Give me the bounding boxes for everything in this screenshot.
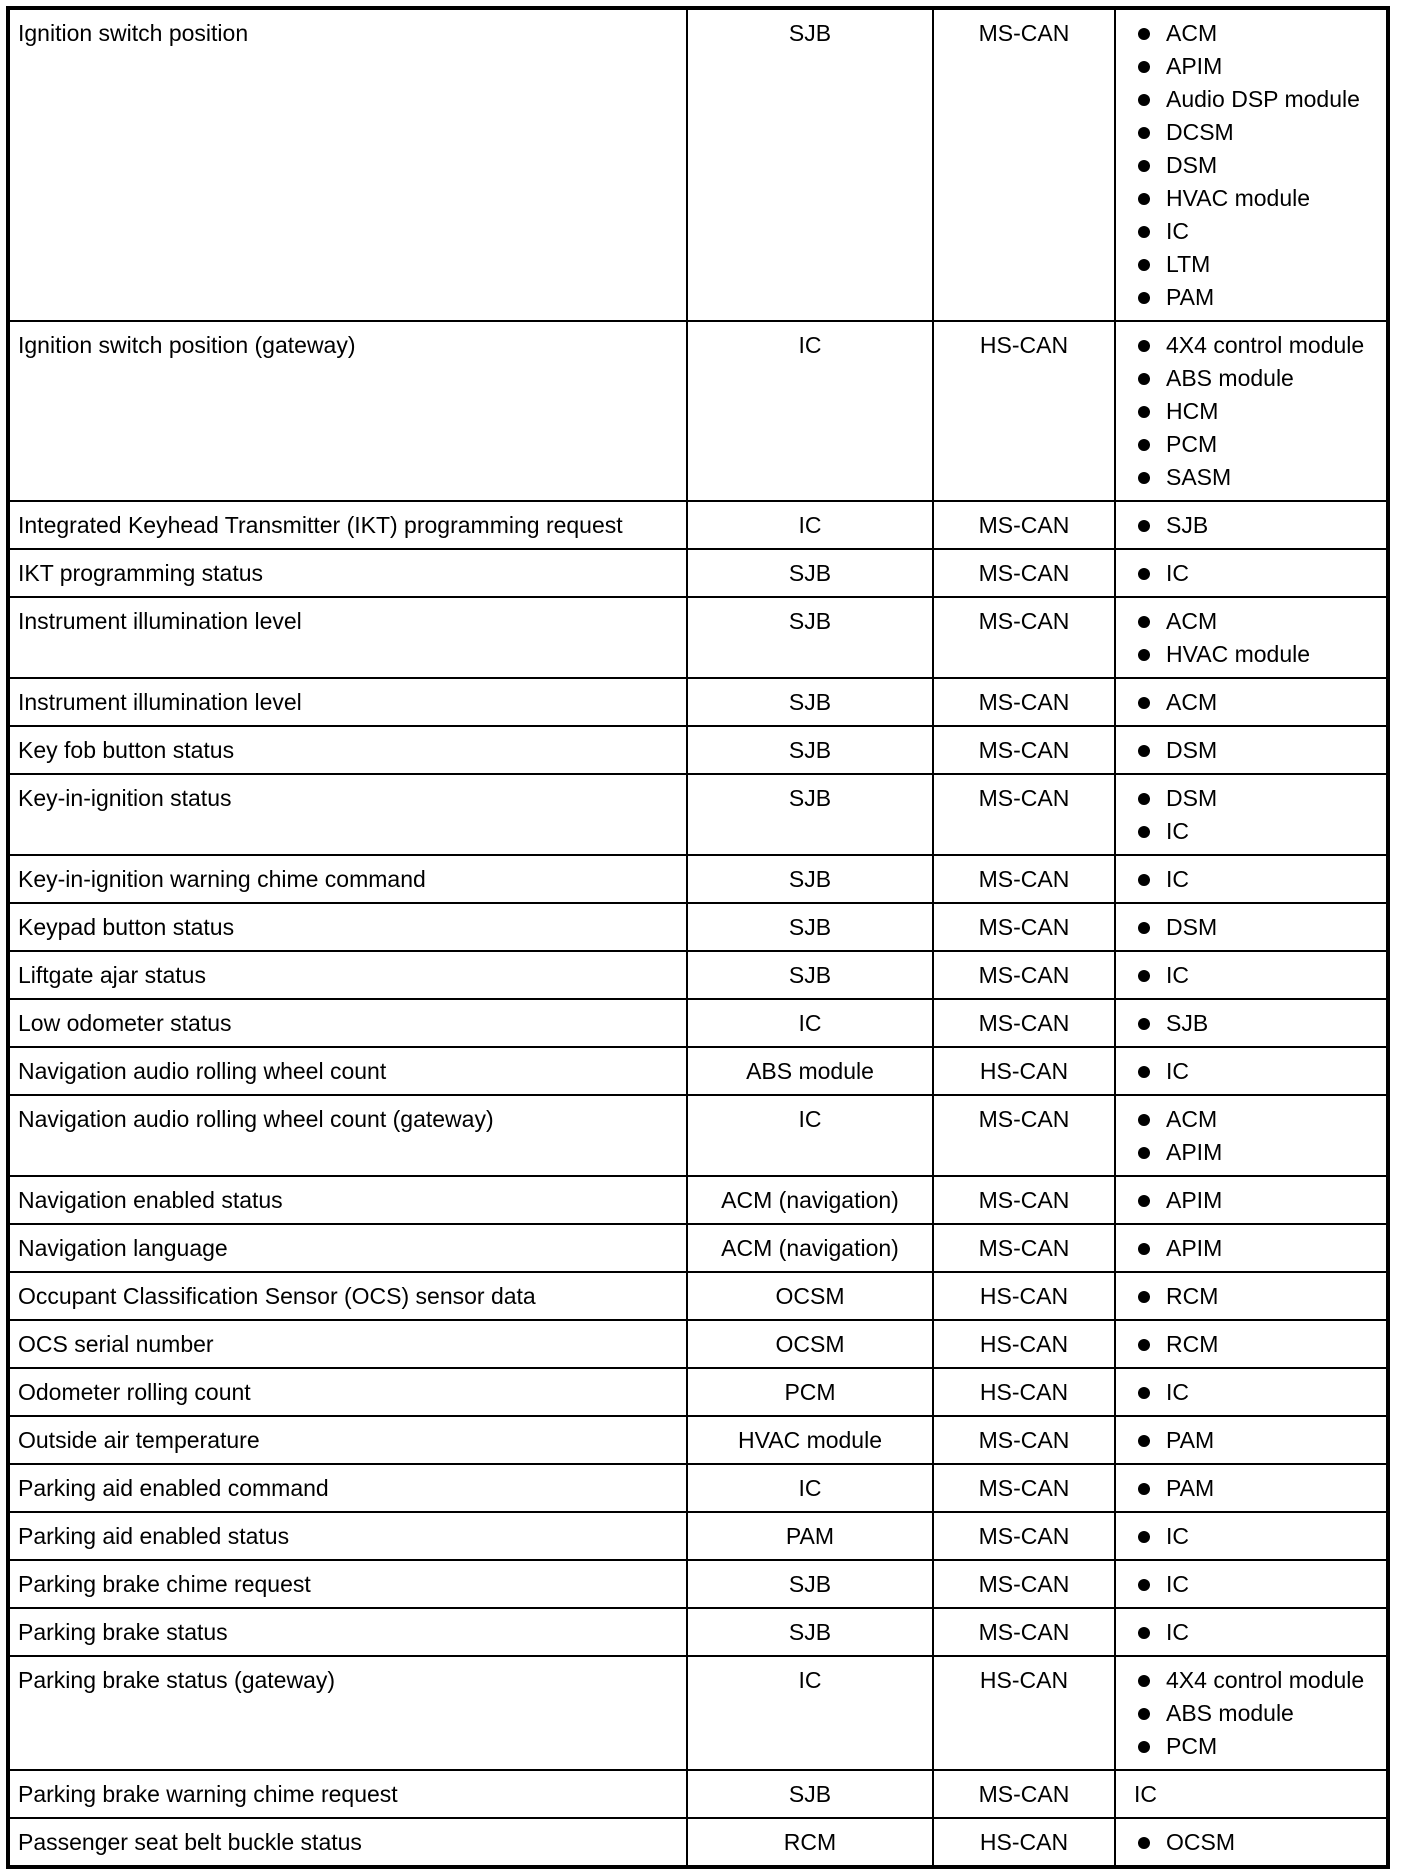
network-cell: MS-CAN [933, 903, 1115, 951]
network-cell: HS-CAN [933, 321, 1115, 501]
receiver-item [1134, 1103, 1378, 1136]
receivers-cell [1115, 501, 1388, 549]
bullet-icon [1138, 160, 1150, 172]
message-cell: Ignition switch position (gateway) [8, 321, 687, 501]
receiver-label: Audio DSP module [1166, 86, 1360, 112]
receiver-list [1134, 329, 1378, 494]
receiver-item [1134, 1616, 1378, 1649]
bullet-icon [1138, 649, 1150, 661]
network-cell: MS-CAN [933, 726, 1115, 774]
receiver-item [1134, 1424, 1378, 1457]
table-row [8, 678, 1388, 726]
receiver-item [1134, 863, 1378, 896]
receiver-item [1134, 557, 1378, 590]
message-cell: Occupant Classification Sensor (OCS) sensor data [8, 1272, 687, 1320]
bullet-icon [1138, 1195, 1150, 1207]
receiver-item [1134, 395, 1378, 428]
receivers-cell [1115, 678, 1388, 726]
receiver-list [1134, 1232, 1378, 1265]
receiver-label: SASM [1166, 464, 1232, 490]
network-cell: MS-CAN [933, 549, 1115, 597]
bullet-icon [1138, 340, 1150, 352]
table-row [8, 1224, 1388, 1272]
receivers-cell [1115, 1176, 1388, 1224]
originator-cell: IC [687, 999, 933, 1047]
message-cell: Parking brake status [8, 1608, 687, 1656]
receiver-label: HVAC module [1166, 641, 1311, 667]
receiver-item [1134, 182, 1378, 215]
bullet-icon [1138, 1339, 1150, 1351]
receiver-item [1134, 50, 1378, 83]
receivers-cell [1115, 549, 1388, 597]
bullet-icon [1138, 406, 1150, 418]
receiver-list [1134, 734, 1378, 767]
message-cell: Parking brake warning chime request [8, 1770, 687, 1818]
receiver-item [1134, 911, 1378, 944]
message-cell: Liftgate ajar status [8, 951, 687, 999]
receiver-item [1134, 1472, 1378, 1505]
receiver-list [1134, 1055, 1378, 1088]
receivers-cell [1115, 1770, 1388, 1818]
originator-cell: IC [687, 1095, 933, 1176]
receivers-cell [1115, 1047, 1388, 1095]
originator-cell: IC [687, 501, 933, 549]
receiver-item [1134, 605, 1378, 638]
message-cell: Navigation enabled status [8, 1176, 687, 1224]
receiver-item [1134, 329, 1378, 362]
message-cell: Odometer rolling count [8, 1368, 687, 1416]
table-row [8, 1818, 1388, 1867]
receiver-list [1134, 782, 1378, 848]
bullet-icon [1138, 193, 1150, 205]
originator-cell: SJB [687, 726, 933, 774]
table-row [8, 1608, 1388, 1656]
table-row [8, 501, 1388, 549]
receiver-label: PCM [1166, 1733, 1218, 1759]
receiver-label: HVAC module [1166, 185, 1311, 211]
receiver-label: APIM [1166, 1187, 1223, 1213]
message-cell: Keypad button status [8, 903, 687, 951]
receiver-list [1134, 1280, 1378, 1313]
table-row [8, 1416, 1388, 1464]
receiver-item [1134, 248, 1378, 281]
bullet-icon [1138, 1579, 1150, 1591]
receiver-item [1134, 1184, 1378, 1217]
receiver-label: ABS module [1166, 365, 1294, 391]
receivers-cell [1115, 597, 1388, 678]
receiver-item [1134, 509, 1378, 542]
originator-cell: PAM [687, 1512, 933, 1560]
receiver-item [1134, 215, 1378, 248]
receiver-item [1134, 1697, 1378, 1730]
receiver-label: IC [1166, 818, 1189, 844]
receiver-item [1134, 1826, 1378, 1859]
receiver-item [1134, 428, 1378, 461]
receiver-label: APIM [1166, 1139, 1223, 1165]
receiver-label: APIM [1166, 1235, 1223, 1261]
receivers-cell [1115, 1224, 1388, 1272]
receivers-cell [1115, 951, 1388, 999]
receiver-item [1134, 1568, 1378, 1601]
table-row [8, 1770, 1388, 1818]
originator-cell: IC [687, 1464, 933, 1512]
originator-cell: ACM (navigation) [687, 1176, 933, 1224]
message-cell: IKT programming status [8, 549, 687, 597]
receiver-list [1134, 1664, 1378, 1763]
receiver-list [1134, 1376, 1378, 1409]
bullet-icon [1138, 1708, 1150, 1720]
network-cell: MS-CAN [933, 1416, 1115, 1464]
receiver-list [1134, 1184, 1378, 1217]
receiver-item [1134, 362, 1378, 395]
network-cell: MS-CAN [933, 774, 1115, 855]
receiver-label: HCM [1166, 398, 1219, 424]
table-row [8, 1320, 1388, 1368]
bullet-icon [1138, 697, 1150, 709]
receiver-list [1134, 509, 1378, 542]
message-cell: Key fob button status [8, 726, 687, 774]
receiver-item [1134, 1055, 1378, 1088]
bullet-icon [1138, 616, 1150, 628]
receivers-cell [1115, 1512, 1388, 1560]
receiver-list [1134, 1472, 1378, 1505]
receiver-label: ACM [1166, 20, 1218, 46]
message-cell: Passenger seat belt buckle status [8, 1818, 687, 1867]
receiver-label: IC [1134, 1781, 1157, 1807]
table-row [8, 1560, 1388, 1608]
receivers-cell [1115, 1095, 1388, 1176]
network-cell: HS-CAN [933, 1272, 1115, 1320]
table-row [8, 1368, 1388, 1416]
originator-cell: IC [687, 321, 933, 501]
bullet-icon [1138, 1837, 1150, 1849]
bullet-icon [1138, 226, 1150, 238]
receiver-list [1134, 1520, 1378, 1553]
receivers-cell [1115, 1656, 1388, 1770]
receiver-item [1134, 281, 1378, 314]
message-cell: OCS serial number [8, 1320, 687, 1368]
network-cell: MS-CAN [933, 8, 1115, 321]
network-cell: MS-CAN [933, 501, 1115, 549]
table-row [8, 321, 1388, 501]
network-cell: HS-CAN [933, 1368, 1115, 1416]
table-row [8, 999, 1388, 1047]
originator-cell: SJB [687, 1608, 933, 1656]
bullet-icon [1138, 28, 1150, 40]
originator-cell: ACM (navigation) [687, 1224, 933, 1272]
receiver-label: ACM [1166, 689, 1218, 715]
receiver-label: SJB [1166, 1010, 1209, 1036]
receivers-cell [1115, 1320, 1388, 1368]
message-cell: Instrument illumination level [8, 678, 687, 726]
table-row [8, 1272, 1388, 1320]
bullet-icon [1138, 1291, 1150, 1303]
table-row [8, 8, 1388, 321]
originator-cell: SJB [687, 8, 933, 321]
receiver-item [1134, 1778, 1378, 1811]
bullet-icon [1138, 292, 1150, 304]
originator-cell: ABS module [687, 1047, 933, 1095]
receivers-cell [1115, 903, 1388, 951]
receiver-list [1134, 605, 1378, 671]
message-cell: Integrated Keyhead Transmitter (IKT) programming request [8, 501, 687, 549]
receiver-list [1134, 686, 1378, 719]
receiver-item [1134, 17, 1378, 50]
table-row [8, 1464, 1388, 1512]
receiver-list [1134, 1778, 1378, 1811]
bullet-icon [1138, 1435, 1150, 1447]
receiver-label: IC [1166, 218, 1189, 244]
table-row [8, 855, 1388, 903]
message-cell: Key-in-ignition warning chime command [8, 855, 687, 903]
receiver-label: PAM [1166, 284, 1215, 310]
bullet-icon [1138, 1066, 1150, 1078]
network-cell: HS-CAN [933, 1320, 1115, 1368]
table-row [8, 597, 1388, 678]
receiver-label: DSM [1166, 152, 1218, 178]
receivers-cell [1115, 1608, 1388, 1656]
receiver-label: IC [1166, 962, 1189, 988]
message-cell: Parking brake chime request [8, 1560, 687, 1608]
bullet-icon [1138, 1741, 1150, 1753]
receiver-label: DCSM [1166, 119, 1234, 145]
table-row [8, 774, 1388, 855]
receiver-label: DSM [1166, 914, 1218, 940]
originator-cell: PCM [687, 1368, 933, 1416]
receiver-label: IC [1166, 1523, 1189, 1549]
network-cell: MS-CAN [933, 1095, 1115, 1176]
receiver-list [1134, 1568, 1378, 1601]
receiver-item [1134, 461, 1378, 494]
receiver-label: APIM [1166, 53, 1223, 79]
receiver-item [1134, 1232, 1378, 1265]
network-cell: MS-CAN [933, 855, 1115, 903]
receiver-label: IC [1166, 560, 1189, 586]
message-cell: Parking aid enabled status [8, 1512, 687, 1560]
receiver-item [1134, 1280, 1378, 1313]
network-cell: MS-CAN [933, 1464, 1115, 1512]
network-cell: HS-CAN [933, 1656, 1115, 1770]
bullet-icon [1138, 1531, 1150, 1543]
network-message-table [6, 6, 1390, 1869]
originator-cell: OCSM [687, 1320, 933, 1368]
receiver-label: IC [1166, 1571, 1189, 1597]
receiver-item [1134, 815, 1378, 848]
receivers-cell [1115, 774, 1388, 855]
receiver-item [1134, 959, 1378, 992]
receiver-label: IC [1166, 1619, 1189, 1645]
bullet-icon [1138, 874, 1150, 886]
receiver-list [1134, 1103, 1378, 1169]
receiver-list [1134, 1616, 1378, 1649]
network-cell: MS-CAN [933, 1512, 1115, 1560]
originator-cell: SJB [687, 678, 933, 726]
originator-cell: SJB [687, 1560, 933, 1608]
table-row [8, 549, 1388, 597]
network-cell: MS-CAN [933, 999, 1115, 1047]
receiver-label: DSM [1166, 785, 1218, 811]
receiver-label: IC [1166, 866, 1189, 892]
bullet-icon [1138, 826, 1150, 838]
originator-cell: SJB [687, 903, 933, 951]
table-row [8, 951, 1388, 999]
receiver-item [1134, 782, 1378, 815]
receiver-item [1134, 1730, 1378, 1763]
receiver-label: OCSM [1166, 1829, 1235, 1855]
receiver-list [1134, 1007, 1378, 1040]
bullet-icon [1138, 970, 1150, 982]
bullet-icon [1138, 568, 1150, 580]
receiver-item [1134, 1136, 1378, 1169]
bullet-icon [1138, 1483, 1150, 1495]
message-cell: Navigation language [8, 1224, 687, 1272]
receiver-label: PAM [1166, 1427, 1215, 1453]
bullet-icon [1138, 1387, 1150, 1399]
receiver-item [1134, 1328, 1378, 1361]
bullet-icon [1138, 127, 1150, 139]
network-cell: MS-CAN [933, 1560, 1115, 1608]
bullet-icon [1138, 793, 1150, 805]
receiver-list [1134, 1826, 1378, 1859]
receivers-cell [1115, 1368, 1388, 1416]
originator-cell: SJB [687, 1770, 933, 1818]
receiver-list [1134, 1424, 1378, 1457]
message-cell: Ignition switch position [8, 8, 687, 321]
message-cell: Low odometer status [8, 999, 687, 1047]
message-cell: Parking aid enabled command [8, 1464, 687, 1512]
originator-cell: SJB [687, 549, 933, 597]
message-cell: Instrument illumination level [8, 597, 687, 678]
network-cell: MS-CAN [933, 597, 1115, 678]
receiver-label: RCM [1166, 1331, 1219, 1357]
originator-cell: SJB [687, 774, 933, 855]
receiver-label: RCM [1166, 1283, 1219, 1309]
receiver-label: LTM [1166, 251, 1211, 277]
table-row [8, 726, 1388, 774]
bullet-icon [1138, 439, 1150, 451]
originator-cell: SJB [687, 855, 933, 903]
table-row [8, 1656, 1388, 1770]
originator-cell: OCSM [687, 1272, 933, 1320]
receiver-label: SJB [1166, 512, 1209, 538]
network-cell: MS-CAN [933, 678, 1115, 726]
network-cell: MS-CAN [933, 1176, 1115, 1224]
originator-cell: HVAC module [687, 1416, 933, 1464]
receivers-cell [1115, 1818, 1388, 1867]
receiver-label: ABS module [1166, 1700, 1294, 1726]
bullet-icon [1138, 1243, 1150, 1255]
receiver-label: PAM [1166, 1475, 1215, 1501]
receiver-label: ACM [1166, 1106, 1218, 1132]
receivers-cell [1115, 726, 1388, 774]
table-row [8, 1512, 1388, 1560]
receiver-label: 4X4 control module [1166, 1667, 1365, 1693]
bullet-icon [1138, 1114, 1150, 1126]
message-cell: Key-in-ignition status [8, 774, 687, 855]
network-cell: MS-CAN [933, 1770, 1115, 1818]
receivers-cell [1115, 321, 1388, 501]
receivers-cell [1115, 1416, 1388, 1464]
receivers-cell [1115, 999, 1388, 1047]
bullet-icon [1138, 1627, 1150, 1639]
receiver-item [1134, 1520, 1378, 1553]
receiver-label: IC [1166, 1379, 1189, 1405]
network-cell: MS-CAN [933, 1608, 1115, 1656]
receiver-list [1134, 863, 1378, 896]
table-row [8, 1176, 1388, 1224]
message-cell: Navigation audio rolling wheel count [8, 1047, 687, 1095]
receiver-label: PCM [1166, 431, 1218, 457]
receivers-cell [1115, 1464, 1388, 1512]
message-cell: Parking brake status (gateway) [8, 1656, 687, 1770]
originator-cell: IC [687, 1656, 933, 1770]
bullet-icon [1138, 61, 1150, 73]
receiver-item [1134, 149, 1378, 182]
table-row [8, 1095, 1388, 1176]
receiver-item [1134, 1007, 1378, 1040]
bullet-icon [1138, 472, 1150, 484]
receiver-list [1134, 1328, 1378, 1361]
originator-cell: SJB [687, 951, 933, 999]
receiver-item [1134, 1664, 1378, 1697]
receiver-item [1134, 1376, 1378, 1409]
bullet-icon [1138, 745, 1150, 757]
receiver-list [1134, 911, 1378, 944]
bullet-icon [1138, 1018, 1150, 1030]
bullet-icon [1138, 520, 1150, 532]
receiver-list [1134, 959, 1378, 992]
receiver-label: ACM [1166, 608, 1218, 634]
originator-cell: RCM [687, 1818, 933, 1867]
network-cell: MS-CAN [933, 951, 1115, 999]
receiver-item [1134, 116, 1378, 149]
receiver-item [1134, 638, 1378, 671]
message-cell: Navigation audio rolling wheel count (gateway) [8, 1095, 687, 1176]
receiver-item [1134, 734, 1378, 767]
bullet-icon [1138, 1147, 1150, 1159]
receiver-item [1134, 686, 1378, 719]
bullet-icon [1138, 373, 1150, 385]
receivers-cell [1115, 855, 1388, 903]
bullet-icon [1138, 922, 1150, 934]
receiver-label: IC [1166, 1058, 1189, 1084]
receiver-item [1134, 83, 1378, 116]
receiver-list [1134, 17, 1378, 314]
originator-cell: SJB [687, 597, 933, 678]
receiver-label: DSM [1166, 737, 1218, 763]
bullet-icon [1138, 259, 1150, 271]
table-row [8, 903, 1388, 951]
network-cell: HS-CAN [933, 1047, 1115, 1095]
table-row [8, 1047, 1388, 1095]
receiver-list [1134, 557, 1378, 590]
receiver-label: 4X4 control module [1166, 332, 1365, 358]
network-cell: MS-CAN [933, 1224, 1115, 1272]
receivers-cell [1115, 1560, 1388, 1608]
bullet-icon [1138, 94, 1150, 106]
table-body [8, 8, 1388, 1867]
receivers-cell [1115, 8, 1388, 321]
receivers-cell [1115, 1272, 1388, 1320]
message-cell: Outside air temperature [8, 1416, 687, 1464]
bullet-icon [1138, 1675, 1150, 1687]
network-cell: HS-CAN [933, 1818, 1115, 1867]
